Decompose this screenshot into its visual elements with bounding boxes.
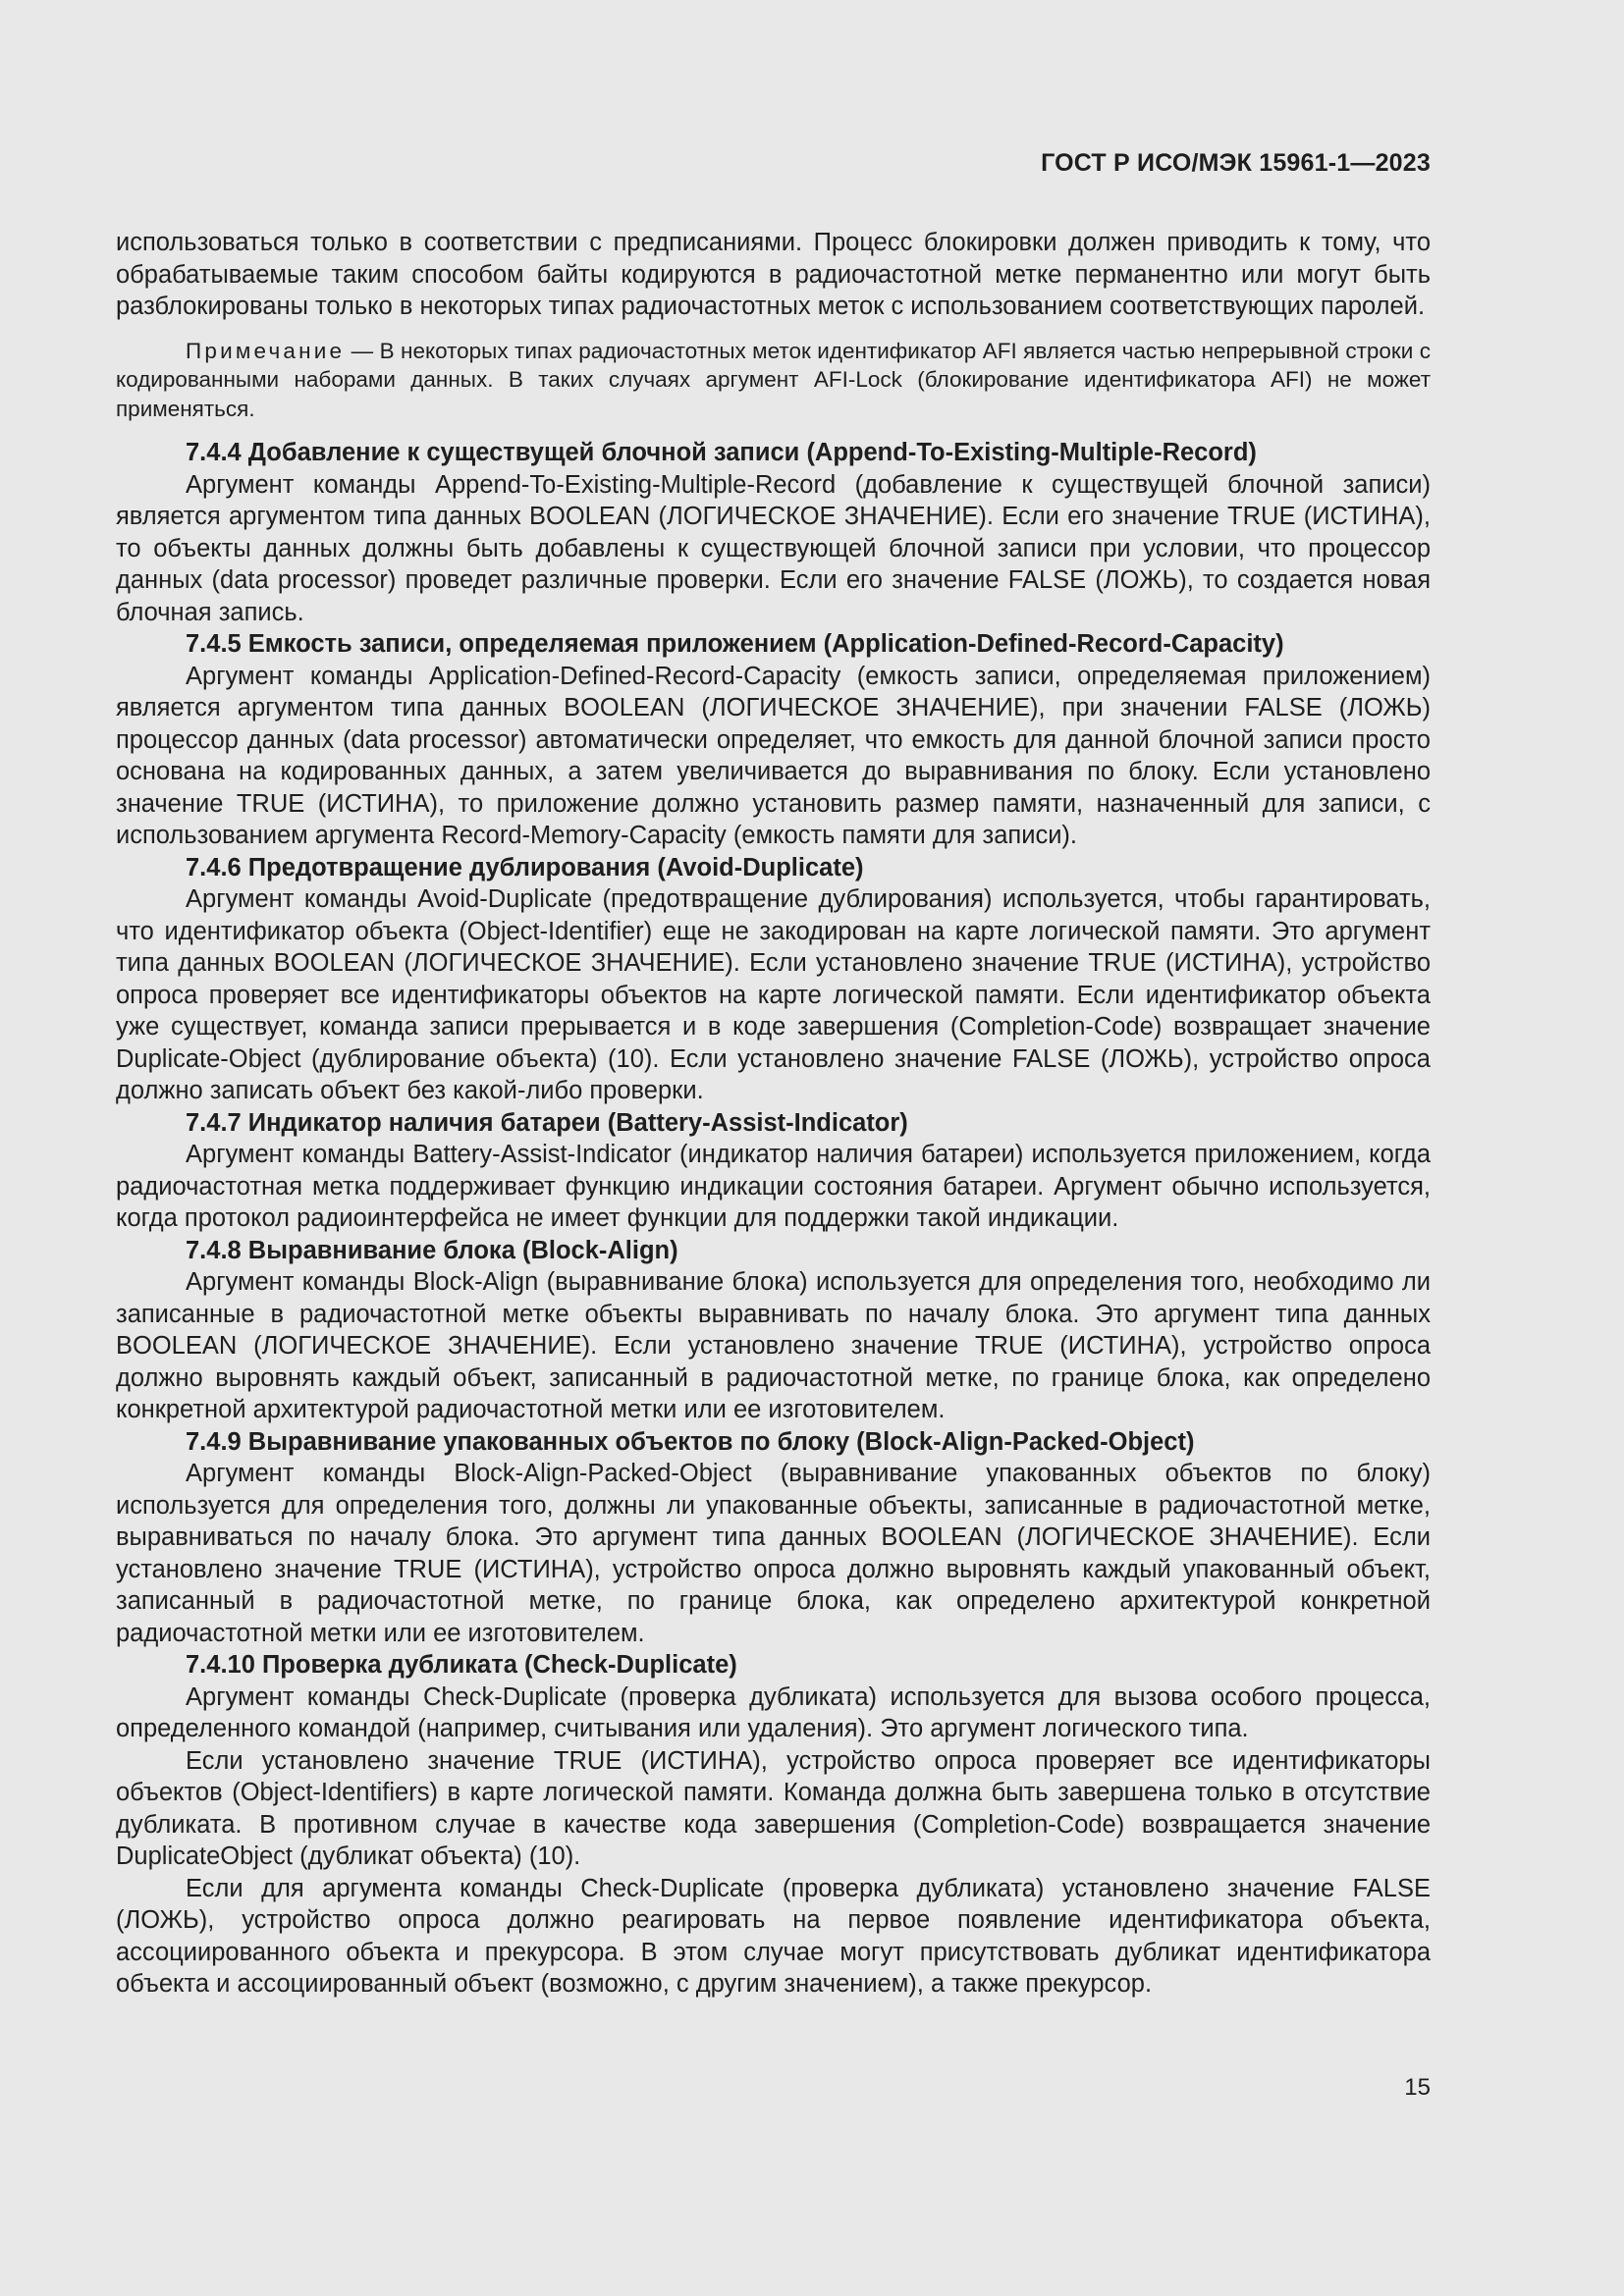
note-paragraph	[116, 337, 1431, 424]
page-number: 15	[1404, 2074, 1431, 2101]
section-paragraph-7-4-6: Аргумент команды Avoid-Duplicate (предотвращение дублирования) используется, чтобы гарантировать, что идентификатор объекта (Object-Identifier) еще не закодирован на карте логической памяти. Это аргумент типа данных BOOLEAN (ЛОГИЧЕСКОЕ ЗНАЧЕНИЕ). Если установлено значение TRUE (ИСТИНА), устройство опроса проверяет все идентификаторы объектов на карте логической памяти. Если идентификатор объекта уже существует, команда записи прерывается и в коде завершения (Completion-Code) возвращает значение Duplicate-Object (дублирование объекта) (10). Если установлено значение FALSE (ЛОЖЬ), устройство опроса должно записать объект без какой-либо проверки.	[116, 885, 1431, 1104]
intro-paragraph: использоваться только в соответствии с предписаниями. Процесс блокировки должен приводить к тому, что обрабатываемые таким способом байты кодируются в радиочастотной метке перманентно или могут быть разблокированы только в некоторых типах радиочастотных меток с использованием соответствующих паролей.	[116, 229, 1431, 320]
section-heading-7-4-7: 7.4.7 Индикатор наличия батареи (Battery-Assist-Indicator)	[186, 1108, 908, 1137]
section-heading-7-4-4: 7.4.4 Добавление к существущей блочной записи (Append-To-Existing-Multiple-Record)	[186, 439, 1257, 466]
section-paragraph-7-4-4: Аргумент команды Append-To-Existing-Multiple-Record (добавление к существущей блочной записи) является аргументом типа данных BOOLEAN (ЛОГИЧЕСКОЕ ЗНАЧЕНИЕ). Если его значение TRUE (ИСТИНА), то объекты данных должны быть добавлены к существующей блочной записи при условии, что процессор данных (data processor) проведет различные проверки. Если его значение FALSE (ЛОЖЬ), то создается новая блочная запись.	[116, 470, 1431, 626]
section-heading-7-4-5: 7.4.5 Емкость записи, определяемая приложением (Application-Defined-Record-Capacity)	[186, 630, 1284, 658]
section-paragraph-7-4-10-c: Если для аргумента команды Check-Duplicate (проверка дубликата) установлено значение FALSE (ЛОЖЬ), устройство опроса должно реагировать на первое появление идентификатора объекта, ассоциированного объекта и прекурсора. В этом случае могут присутствовать дубликат идентификатора объекта и ассоциированный объект (возможно, с другим значением), а также прекурсор.	[116, 1874, 1431, 1998]
section-paragraph-7-4-8: Аргумент команды Block-Align (выравнивание блока) используется для определения того, необходимо ли записанные в радиочастотной метке объекты выравнивать по началу блока. Это аргумент типа данных BOOLEAN (ЛОГИЧЕСКОЕ ЗНАЧЕНИЕ). Если установлено значение TRUE (ИСТИНА), устройство опроса должно выровнять каждый объект, записанный в радиочастотной метке, по границе блока, как определено конкретной архитектурой радиочастотной метки или ее изготовителем.	[116, 1268, 1431, 1423]
section-paragraph-7-4-7: Аргумент команды Battery-Assist-Indicator (индикатор наличия батареи) используется приложением, когда радиочастотная метка поддерживает функцию индикации состояния батареи. Аргумент обычно используется, когда протокол радиоинтерфейса не имеет функции для поддержки такой индикации.	[116, 1141, 1431, 1232]
document-header-id: ГОСТ Р ИСО/МЭК 15961-1—2023	[1041, 149, 1431, 177]
section-heading-7-4-10: 7.4.10 Проверка дубликата (Check-Duplicate)	[186, 1651, 737, 1679]
section-heading-7-4-9: 7.4.9 Выравнивание упакованных объектов по блоку (Block-Align-Packed-Object)	[186, 1427, 1195, 1456]
note-label: Примечание	[186, 338, 346, 363]
section-paragraph-7-4-9: Аргумент команды Block-Align-Packed-Object (выравнивание упакованных объектов по блоку) используется для определения того, должны ли упакованные объекты, записанные в радиочастотной метке, выравниваться по началу блока. Это аргумент типа данных BOOLEAN (ЛОГИЧЕСКОЕ ЗНАЧЕНИЕ). Если установлено значение TRUE (ИСТИНА), устройство опроса должно выровнять каждый упакованный объект, записанный в радиочастотной метке, по границе блока, как определено архитектурой конкретной радиочастотной метки или ее изготовителем.	[116, 1460, 1431, 1647]
section-heading-7-4-8: 7.4.8 Выравнивание блока (Block-Align)	[186, 1236, 678, 1264]
note-text: — В некоторых типах радиочастотных меток идентификатор AFI является частью непрерывной строки с кодированными наборами данных. В таких случаях аргумент AFI-Lock (блокирование идентификатора AFI) не может применяться.	[116, 338, 1431, 421]
section-heading-7-4-6: 7.4.6 Предотвращение дублирования (Avoid-Duplicate)	[186, 853, 864, 881]
document-body	[116, 227, 1431, 2001]
section-paragraph-7-4-10-b: Если установлено значение TRUE (ИСТИНА), устройство опроса проверяет все идентификаторы объектов (Object-Identifiers) в карте логической памяти. Команда должна быть завершена только в отсутствие дубликата. В противном случае в качестве кода завершения (Completion-Code) возвращается значение DuplicateObject (дубликат объекта) (10).	[116, 1746, 1431, 1870]
section-paragraph-7-4-5: Аргумент команды Application-Defined-Record-Capacity (емкость записи, определяемая приложением) является аргументом типа данных BOOLEAN (ЛОГИЧЕСКОЕ ЗНАЧЕНИЕ), при значении FALSE (ЛОЖЬ) процессор данных (data processor) автоматически определяет, что емкость для данной блочной записи просто основана на кодированных данных, а затем увеличивается до выравнивания по блоку. Если установлено значение TRUE (ИСТИНА), то приложение должно установить размер памяти, назначенный для записи, с использованием аргумента Record-Memory-Capacity (емкость памяти для записи).	[116, 662, 1431, 849]
section-paragraph-7-4-10-a: Аргумент команды Check-Duplicate (проверка дубликата) используется для вызова особого процесса, определенного командой (например, считывания или удаления). Это аргумент логического типа.	[116, 1682, 1431, 1742]
